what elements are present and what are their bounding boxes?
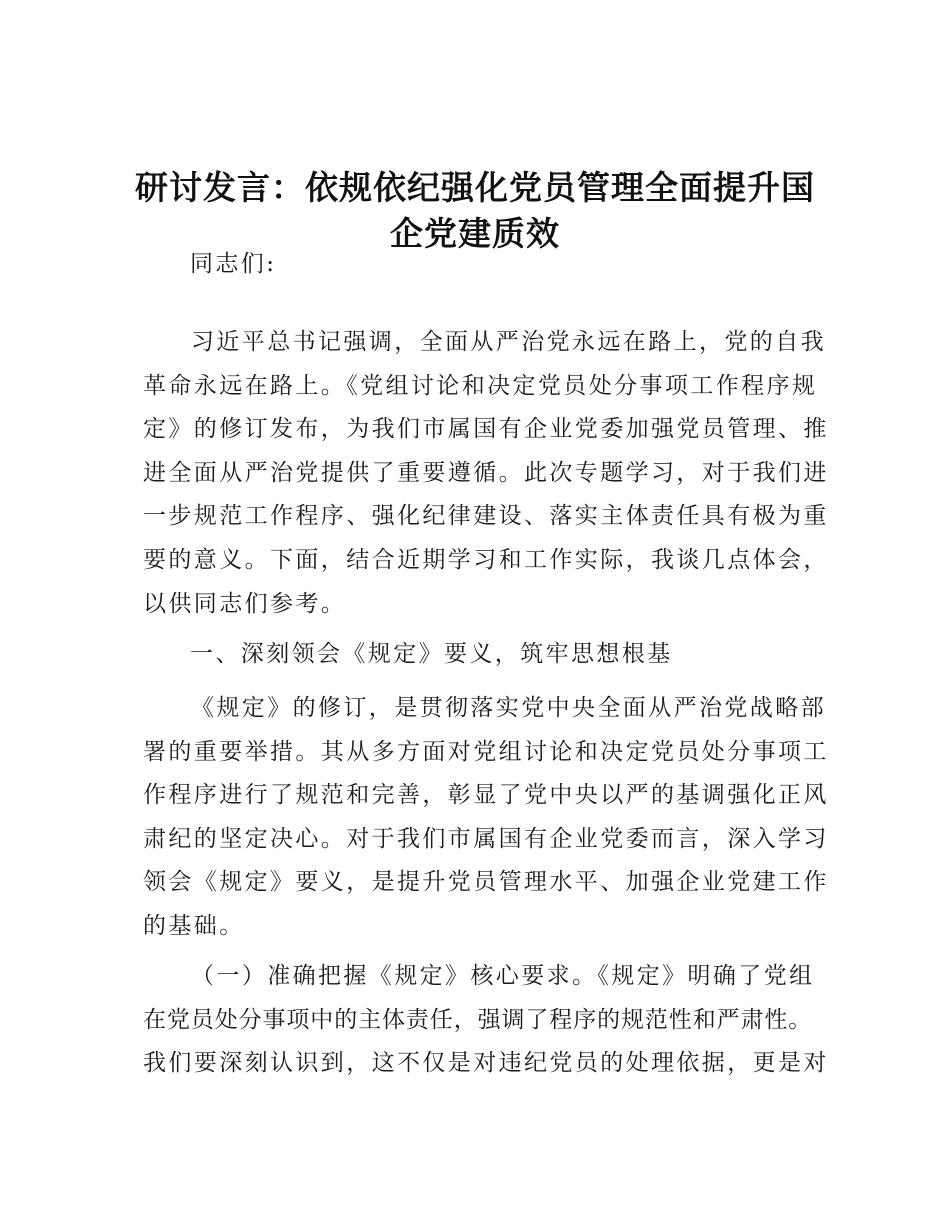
section-heading — [190, 633, 870, 677]
paragraph-section1 — [143, 687, 829, 949]
text-line: 作程序进行了规范和完善，彰显了党中央以严的基调强化正风 — [143, 782, 829, 809]
section-heading-text: 一、深刻领会《规定》要义，筑牢思想根基 — [190, 641, 673, 667]
title-line: 企党建质效 — [390, 214, 560, 253]
text-line: 习近平总书记强调，全面从严治党永远在路上，党的自我 — [191, 329, 826, 355]
text-line: 一步规范工作程序、强化纪律建设、落实主体责任具有极为重 — [143, 503, 829, 530]
paragraph-intro — [143, 321, 829, 626]
greeting-text: 同志们: — [190, 251, 277, 277]
text-line: 的基础。 — [143, 912, 245, 939]
text-line: 署的重要举措。其从多方面对党组讨论和决定党员处分事项工 — [143, 738, 829, 765]
text-line: 在党员处分事项中的主体责任，强调了程序的规范性和严肃性。 — [143, 1006, 813, 1033]
text-line: 《规定》的修订，是贯彻落实党中央全面从严治党战略部 — [191, 695, 826, 721]
text-line: 革命永远在路上。《党组讨论和决定党员处分事项工作程序规 — [143, 372, 818, 399]
text-line: 进全面从严治党提供了重要遵循。此次专题学习，对于我们进 — [143, 459, 829, 486]
text-line: 肃纪的坚定决心。对于我们市属国有企业党委而言，深入学习 — [143, 825, 829, 852]
text-line: 以供同志们参考。 — [143, 590, 347, 617]
text-line: （一）准确把握《规定》核心要求。《规定》明确了党组 — [191, 963, 815, 989]
text-line: 定》的修订发布，为我们市属国有企业党委加强党员管理、推 — [143, 416, 829, 443]
title-line: 研讨发言：依规依纪强化党员管理全面提升国 — [135, 168, 815, 207]
greeting — [190, 243, 870, 287]
text-line: 我们要深刻认识到，这不仅是对违纪党员的处理依据，更是对 — [143, 1050, 829, 1077]
paragraph-subsection1 — [143, 955, 829, 1086]
text-line: 领会《规定》要义，是提升党员管理水平、加强企业党建工作 — [143, 869, 829, 896]
text-line: 要的意义。下面，结合近期学习和工作实际，我谈几点体会， — [143, 546, 829, 573]
